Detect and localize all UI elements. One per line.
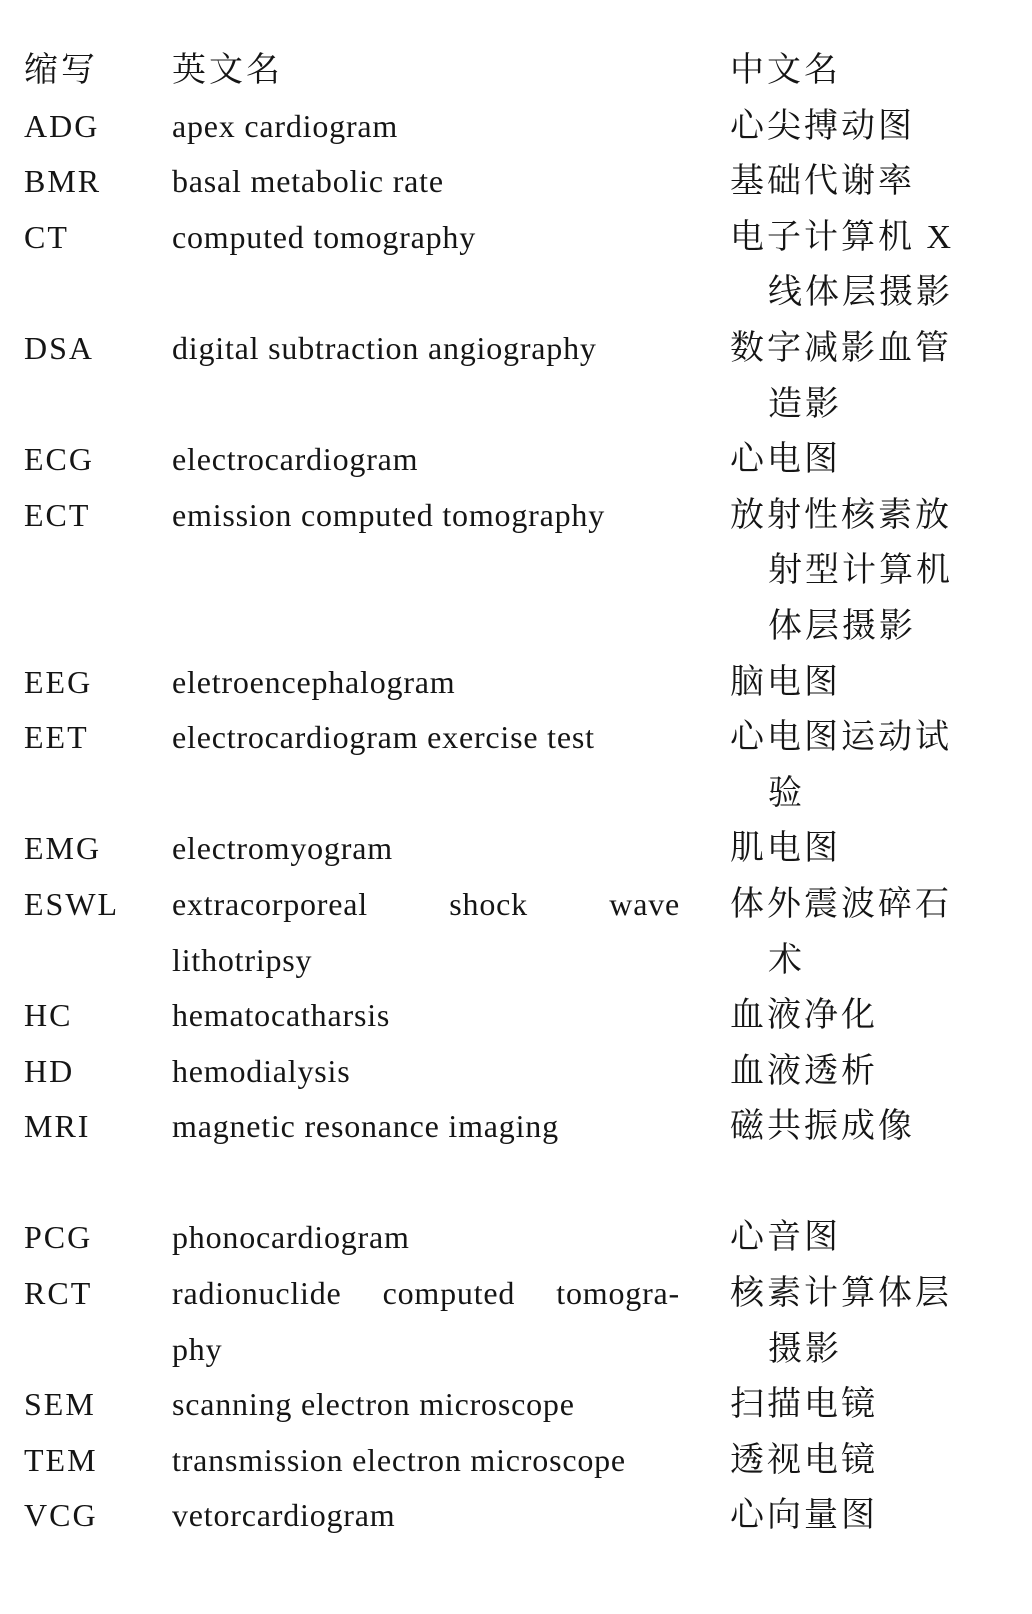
english-name-cell: [172, 1266, 730, 1377]
table-row: [24, 1433, 1032, 1489]
chinese-name-line: 数字减影血管: [730, 329, 952, 367]
chinese-name-cell: [730, 1210, 1010, 1266]
english-name-cell: [172, 1044, 730, 1100]
english-name-line: hematocatharsis: [172, 997, 391, 1034]
chinese-name-line: 透视电镜: [730, 1441, 878, 1479]
abbreviation-cell: RCT: [24, 1275, 93, 1312]
table-row: [24, 877, 1032, 988]
abbreviation-cell: ECT: [24, 496, 91, 533]
chinese-name-cell: [730, 99, 1010, 155]
table-row: [24, 210, 1032, 321]
english-name-cell: [172, 99, 730, 155]
abbreviation-cell: VCG: [24, 1497, 98, 1534]
abbreviation-cell: EEG: [24, 663, 93, 700]
chinese-name-line: 核素计算体层: [730, 1275, 952, 1313]
header-chinese-name: 中文名: [730, 52, 841, 89]
english-name-cell: [172, 154, 730, 210]
chinese-name-line: 脑电图: [730, 663, 841, 701]
table-body: [24, 99, 1032, 1544]
chinese-name-line: 心向量图: [730, 1497, 878, 1535]
chinese-name-line: 血液透析: [730, 1052, 878, 1090]
chinese-name-line: 心电图: [730, 441, 841, 479]
english-name-cell: [172, 210, 730, 321]
english-name-cell: [172, 988, 730, 1044]
chinese-name-line: 摄影: [768, 1330, 842, 1368]
table-row: [24, 710, 1032, 821]
chinese-name-line: 心音图: [730, 1219, 841, 1257]
chinese-name-cell: [730, 1099, 1010, 1155]
chinese-name-line: 电子计算机 X: [730, 218, 955, 256]
table-header: [24, 43, 1032, 99]
english-name-cell: [172, 710, 730, 821]
english-name-cell: [172, 877, 730, 988]
chinese-name-cell: [730, 1377, 1010, 1433]
chinese-name-cell: [730, 988, 1010, 1044]
english-name-line: emission computed tomography: [172, 496, 606, 533]
english-name-cell: [172, 488, 730, 655]
chinese-name-cell: [730, 321, 1010, 432]
english-name-line: magnetic resonance imaging: [172, 1108, 559, 1145]
chinese-name-line: 射型计算机: [768, 552, 953, 590]
abbreviation-cell: HD: [24, 1052, 75, 1089]
header-english-name: 英文名: [172, 52, 283, 89]
chinese-name-line: 血液净化: [730, 997, 878, 1035]
chinese-name-cell: [730, 655, 1010, 711]
chinese-name-line: 肌电图: [730, 830, 841, 868]
chinese-name-cell: [730, 1044, 1010, 1100]
chinese-name-line: 扫描电镜: [730, 1386, 878, 1424]
chinese-name-line: 心尖搏动图: [730, 107, 915, 145]
abbreviation-cell: CT: [24, 218, 69, 255]
abbreviation-cell: PCG: [24, 1219, 93, 1256]
abbreviation-cell: DSA: [24, 329, 95, 366]
chinese-name-line: 造影: [768, 385, 842, 423]
chinese-name-cell: [730, 877, 1010, 988]
chinese-name-line: 验: [768, 774, 805, 812]
chinese-name-line: 体外震波碎石: [730, 885, 952, 923]
chinese-name-line: 放射性核素放: [730, 496, 952, 534]
table-row: [24, 988, 1032, 1044]
chinese-name-cell: [730, 821, 1010, 877]
table-row: [24, 1488, 1032, 1544]
english-name-line: lithotripsy: [172, 941, 313, 978]
english-name-line: electrocardiogram: [172, 441, 419, 478]
abbreviation-cell: EET: [24, 719, 89, 756]
chinese-name-cell: [730, 432, 1010, 488]
abbreviation-cell: ADG: [24, 107, 100, 144]
table-row: [24, 1266, 1032, 1377]
english-name-line: electrocardiogram exercise test: [172, 719, 595, 756]
english-name-line: hemodialysis: [172, 1052, 351, 1089]
chinese-name-line: 基础代谢率: [730, 163, 915, 201]
chinese-name-line: 线体层摄影: [768, 274, 953, 312]
english-name-cell: [172, 1210, 730, 1266]
english-name-cell: [172, 1377, 730, 1433]
english-name-cell: [172, 1099, 730, 1155]
chinese-name-cell: [730, 710, 1010, 821]
english-name-cell: [172, 821, 730, 877]
chinese-name-line: 术: [768, 941, 805, 979]
table-row: [24, 99, 1032, 155]
english-name-line: transmission electron microscope: [172, 1441, 626, 1478]
english-name-line: scanning electron microscope: [172, 1386, 575, 1423]
table-row: [24, 1044, 1032, 1100]
header-abbreviation: 缩写: [24, 52, 98, 89]
english-name-line: radionuclide computed tomogra-: [172, 1275, 680, 1312]
abbreviation-cell: MRI: [24, 1108, 91, 1145]
table-row: [24, 432, 1032, 488]
chinese-name-line: 磁共振成像: [730, 1108, 915, 1146]
english-name-line: electromyogram: [172, 830, 393, 867]
english-name-cell: [172, 1488, 730, 1544]
abbreviation-cell: HC: [24, 997, 73, 1034]
abbreviation-cell: EMG: [24, 830, 102, 867]
chinese-name-line: 心电图运动试: [730, 719, 952, 757]
english-name-cell: [172, 655, 730, 711]
english-name-cell: [172, 1433, 730, 1489]
english-name-line: computed tomography: [172, 218, 477, 255]
english-name-cell: [172, 432, 730, 488]
english-name-line: eletroencephalogram: [172, 663, 456, 700]
chinese-name-cell: [730, 154, 1010, 210]
abbreviation-cell: TEM: [24, 1441, 98, 1478]
table-row: [24, 154, 1032, 210]
table-row: [24, 1377, 1032, 1433]
english-name-line: digital subtraction angiography: [172, 329, 597, 366]
english-name-cell: [172, 321, 730, 432]
english-name-line: vetorcardiogram: [172, 1497, 396, 1534]
chinese-name-line: 体层摄影: [768, 607, 916, 645]
table-row: [24, 821, 1032, 877]
abbreviation-cell: BMR: [24, 163, 102, 200]
abbreviation-cell: ESWL: [24, 885, 120, 922]
english-name-line: apex cardiogram: [172, 107, 399, 144]
table-row: [24, 655, 1032, 711]
english-name-line: extracorporeal shock wave: [172, 885, 680, 922]
abbreviation-cell: ECG: [24, 441, 94, 478]
abbreviation-cell: SEM: [24, 1386, 96, 1423]
table-row: [24, 1099, 1032, 1155]
chinese-name-cell: [730, 1266, 1010, 1377]
chinese-name-cell: [730, 488, 1010, 655]
table-row: [24, 488, 1032, 655]
chinese-name-cell: [730, 210, 1010, 321]
table-row: [24, 321, 1032, 432]
english-name-line: phy: [172, 1330, 223, 1367]
chinese-name-cell: [730, 1488, 1010, 1544]
english-name-line: basal metabolic rate: [172, 163, 444, 200]
chinese-name-cell: [730, 1433, 1010, 1489]
table-row: [24, 1210, 1032, 1266]
english-name-line: phonocardiogram: [172, 1219, 410, 1256]
